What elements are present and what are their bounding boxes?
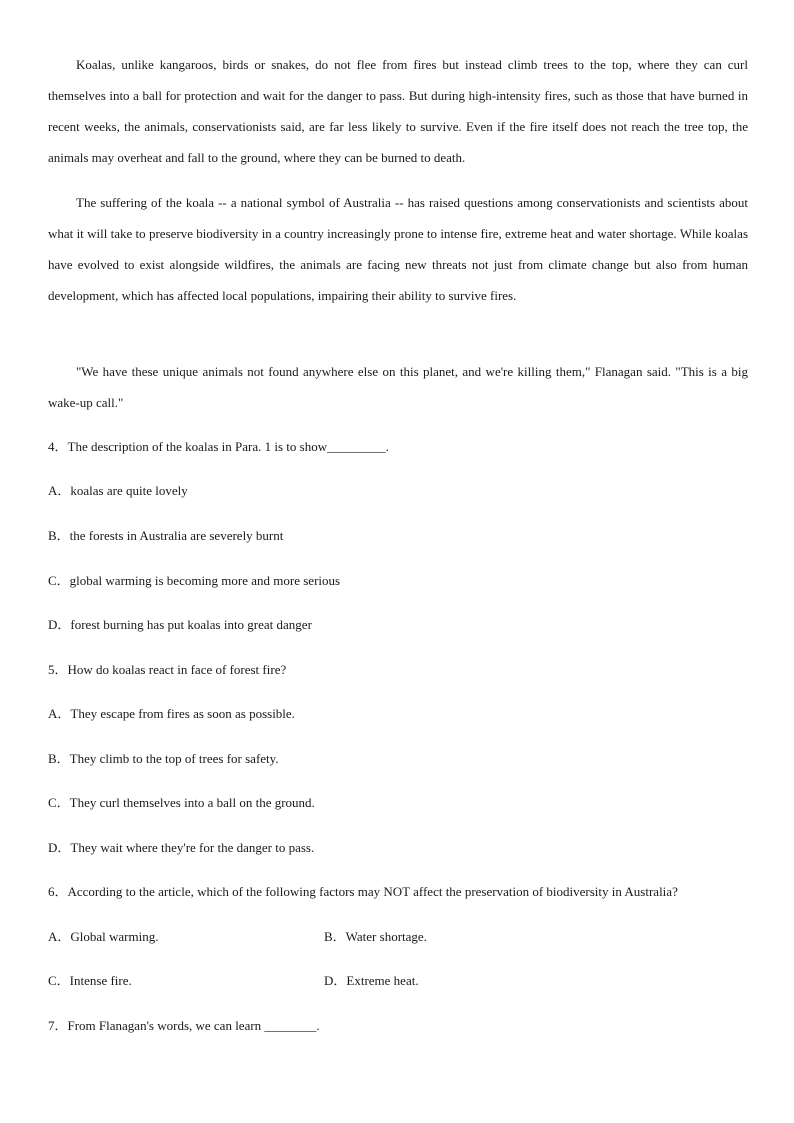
question-6-option-a: A．Global warming. (48, 929, 159, 944)
question-4-option-c: C．global warming is becoming more and more serious (48, 573, 341, 588)
paragraph-2-text: The suffering of the koala -- a national symbol of Australia -- has raised questions among conservationists and scientists about what it will take to preserve biodiversity in a country increasingly prone to intense fire, extreme heat and water shortage. While koalas have evolved to exist alongside wildfires, the animals are facing new threats not just from climate change but also from human development, which has affected local populations, impairing their ability to survive fires. (48, 195, 748, 303)
paragraph-3-text: "We have these unique animals not found anywhere else on this planet, and we're killing them," Flanagan said. "This is a big wake-up call." (48, 364, 748, 410)
question-6-option-c: C．Intense fire. (48, 973, 132, 988)
question-5-option-c: C．They curl themselves into a ball on the ground. (48, 795, 315, 810)
question-4-stem: 4．The description of the koalas in Para. 1 is to show_________. (48, 439, 389, 454)
question-6-option-b: B．Water shortage. (324, 929, 427, 944)
question-7-stem: 7．From Flanagan's words, we can learn ________. (48, 1018, 320, 1033)
question-5-stem: 5．How do koalas react in face of forest fire? (48, 662, 287, 677)
question-6-option-d: D．Extreme heat. (324, 973, 419, 988)
question-5-option-a: A．They escape from fires as soon as possible. (48, 706, 295, 721)
question-5-option-d: D．They wait where they're for the danger to pass. (48, 840, 315, 855)
question-4-option-a: A．koalas are quite lovely (48, 483, 188, 498)
paragraph-3 (48, 356, 748, 418)
question-6-stem: 6．According to the article, which of the following factors may NOT affect the preservation of biodiversity in Australia? (48, 884, 678, 899)
question-4-option-b: B．the forests in Australia are severely burnt (48, 528, 284, 543)
question-5-option-b: B．They climb to the top of trees for safety. (48, 751, 279, 766)
question-4-option-d: D．forest burning has put koalas into great danger (48, 617, 312, 632)
paragraph-2 (48, 187, 748, 311)
paragraph-1-text: Koalas, unlike kangaroos, birds or snakes, do not flee from fires but instead climb trees to the top, where they can curl themselves into a ball for protection and wait for the danger to pass. But during high-intensity fires, such as those that have burned in recent weeks, the animals, conservationists said, are far less likely to survive. Even if the fire itself does not reach the tree top, the animals may overheat and fall to the ground, where they can be burned to death. (48, 57, 748, 165)
paragraph-1 (48, 49, 748, 173)
